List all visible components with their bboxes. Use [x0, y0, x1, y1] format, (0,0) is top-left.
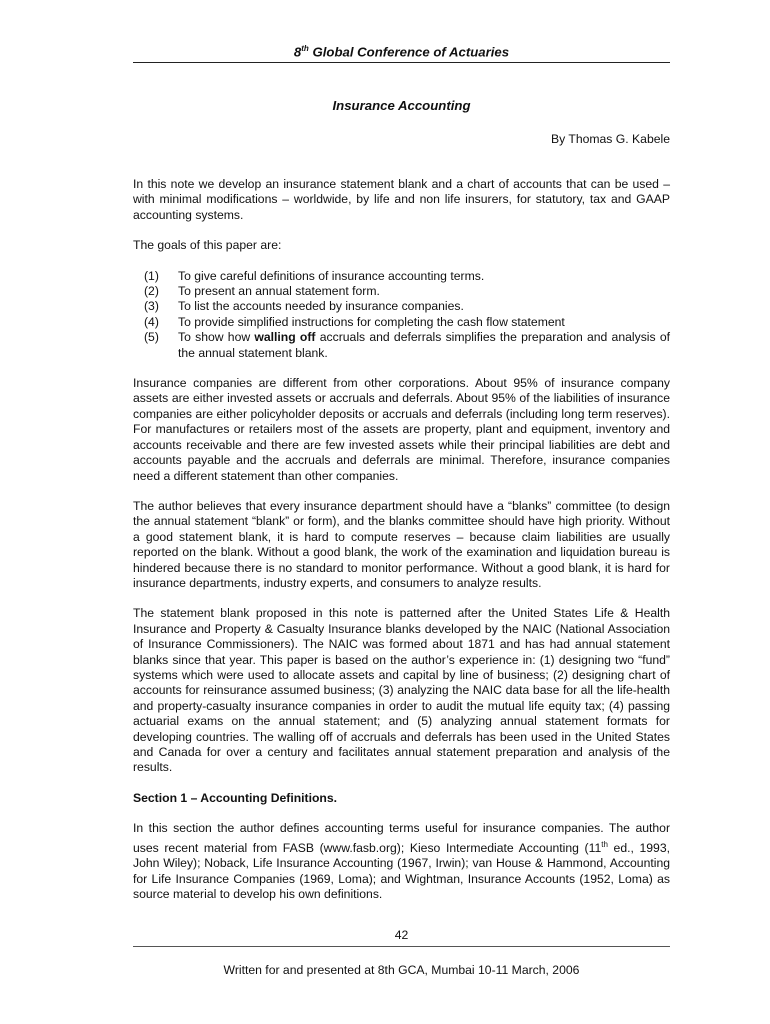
goal-item: [144, 315, 670, 330]
goal-number: (3): [144, 299, 159, 314]
goal-text: To give careful definitions of insurance accounting terms.: [178, 268, 485, 283]
section-1-ordinal-suffix: th: [601, 839, 608, 849]
goal-text: To provide simplified instructions for completing the cash flow statement: [178, 314, 565, 329]
goal-item: [144, 269, 670, 284]
intro-paragraph: In this note we develop an insurance statement blank and a chart of accounts that can be used – with minimal modifications – worldwide, by life and non life insurers, for statutory, tax and GAAP accounting systems.: [133, 177, 670, 222]
goal-item: [144, 299, 670, 314]
goal-item: [144, 284, 670, 299]
goals-list: [133, 269, 670, 361]
running-header: [133, 44, 670, 63]
header-conference-name: Global Conference of Actuaries: [308, 44, 510, 60]
paper-title: Insurance Accounting: [332, 98, 471, 113]
page-number: 42: [133, 928, 670, 947]
goal-text-post: accruals and deferrals simplifies the preparation and analysis of the annual statement blank.: [178, 330, 670, 360]
header-ordinal: 8: [293, 44, 302, 60]
goal-number: (4): [144, 314, 159, 329]
paragraph-blanks-committee: The author believes that every insurance department should have a “blanks” committee (to design the annual statement “blank” or form), and the blanks committee should have high priority. Without a good statement blank, it is hard to compute reserves – because claim liabilities are usually reported on the blank. Without a good blank, the work of the examination and liquidation bureau is hindered because there is no standard to monitor performance. Without a good blank, it is hard for insurance departments, industry experts, and consumers to analyze results.: [133, 498, 670, 590]
goal-text: To present an annual statement form.: [178, 284, 380, 299]
section-1-paragraph: [133, 821, 670, 902]
goal-number: (1): [144, 268, 159, 283]
goal-text-pre: To show how: [178, 330, 255, 345]
paper-body: [133, 177, 670, 917]
goal-text: [178, 330, 670, 361]
goals-lead: The goals of this paper are:: [133, 238, 282, 253]
paragraph-naic: The statement blank proposed in this note is patterned after the United States Life & Health Insurance and Property & Casualty Insurance blanks developed by the NAIC (National Association of Insurance Commissioners). The NAIC was formed about 1871 and has had annual statement blanks since that year. This paper is based on the author’s experience in: (1) designing two “fund” systems which were used to allocate assets and capital by line of business; (2) designing chart of accounts for reinsurance assumed business; (3) analyzing the NAIC data base for all the life-health and property-casualty insurance companies in order to audit the mutual life equity tax; (4) passing actuarial exams on the annual statement; and (5) analyzing annual statement formats for developing countries. The walling off of accruals and deferrals has been used in the United States and Canada for over a century and facilitates annual statement preparation and analysis of the results.: [133, 606, 670, 775]
author-line: By Thomas G. Kabele: [550, 132, 670, 146]
paragraph-insurance-different: Insurance companies are different from other corporations. About 95% of insurance company assets are either invested assets or accruals and deferrals. About 95% of the liabilities of insurance companies are either policyholder deposits or accruals and deferrals (including long term reserves). For manufactures or retailers most of the assets are property, plant and equipment, inventory and accounts receivable and there are few invested assets while their principal liabilities are debt and accounts payable and the accruals and deferrals are minimal. Therefore, insurance companies need a different statement than other companies.: [133, 376, 670, 483]
goal-emphasis: walling off: [254, 330, 316, 345]
section-1-text-pre: In this section the author defines accounting terms useful for insurance companies. The author uses recent material from FASB (www.fasb.org); Kieso Intermediate Accounting (11: [133, 821, 670, 855]
goal-item: [144, 330, 670, 361]
goal-text: To list the accounts needed by insurance companies.: [178, 299, 464, 314]
goal-number: (2): [144, 284, 159, 299]
section-1-text-post: ed., 1993, John Wiley); Noback, Life Insurance Accounting (1967, Irwin); van House & Hammond, Accounting for Life Insurance Companies (1969, Loma); and Wightman, Insurance Accounts (1952, Loma) as source material to develop his own definitions.: [133, 840, 670, 901]
header-ordinal-suffix: th: [301, 44, 309, 53]
goal-number: (5): [144, 330, 159, 345]
section-heading: Section 1 – Accounting Definitions.: [133, 790, 338, 805]
page-footer: Written for and presented at 8th GCA, Mumbai 10-11 March, 2006: [223, 963, 580, 977]
